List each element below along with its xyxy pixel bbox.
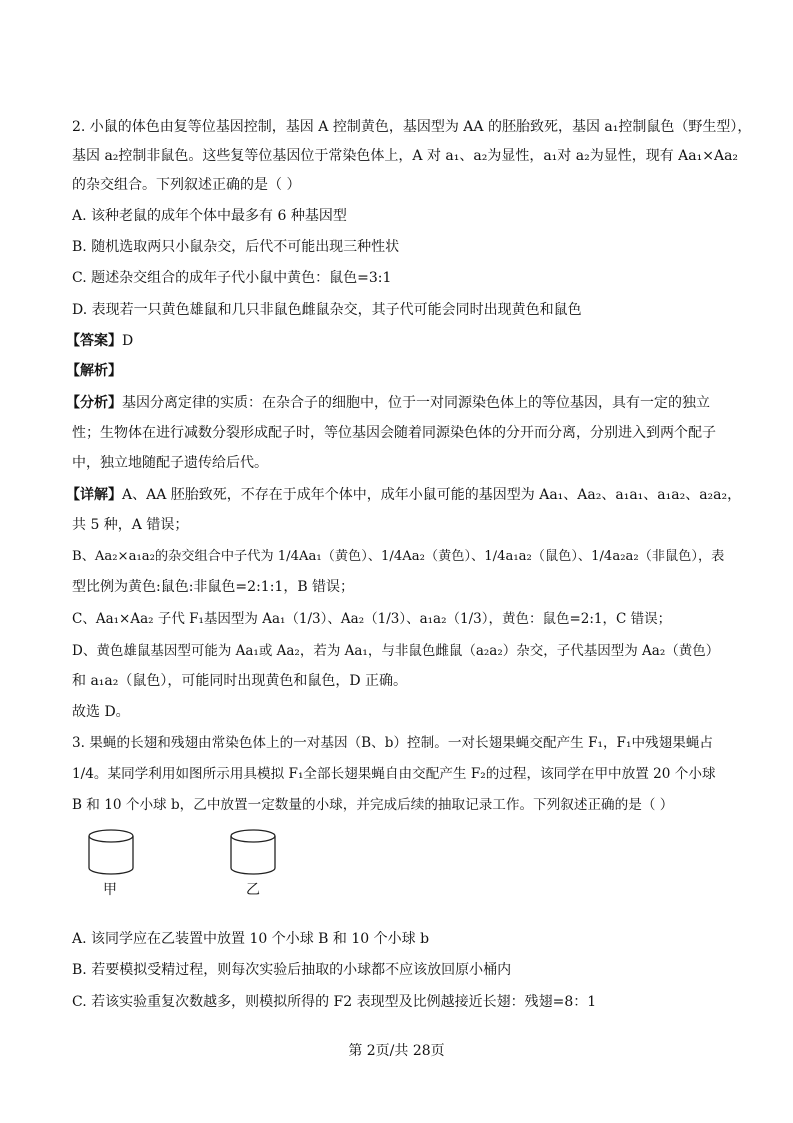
xiangjie-line-5: C、Aa₁×Aa₂ 子代 F₁基因型为 Aa₁（1/3）、Aa₂（1/3）、a₁a₂（1/3），黄色：鼠色=2:1，C 错误； bbox=[72, 611, 672, 627]
xiangjie-line-4: 型比例为黄色:鼠色:非鼠色=2:1:1，B 错误； bbox=[72, 579, 355, 595]
q2-stem-line-1: 2. 小鼠的体色由复等位基因控制，基因 A 控制黄色，基因型为 AA 的胚胎致死，基因 a₁控制鼠色（野生型）， bbox=[72, 119, 752, 135]
xiangjie-line-7: 和 a₁a₂（鼠色），可能同时出现黄色和鼠色，D 正确。 bbox=[72, 673, 408, 689]
xiangjie-line-6: D、黄色雄鼠基因型可能为 Aa₁或 Aa₂，若为 Aa₁，与非鼠色雌鼠（a₂a₂）杂交，子代基因型为 Aa₂（黄色） bbox=[72, 643, 720, 659]
xiangjie-text-1: A、AA 胚胎致死，不存在于成年个体中，成年小鼠可能的基因型为 Aa₁、Aa₂、a₁a₁、a₁a₂、a₂a₂， bbox=[122, 487, 742, 503]
xiangjie-tag: 【详解】 bbox=[66, 487, 122, 503]
q2-option-b: B. 随机选取两只小鼠杂交，后代不可能出现三种性状 bbox=[72, 239, 400, 255]
xiangjie-line-2: 共 5 种，A 错误； bbox=[72, 517, 189, 533]
q3-option-b: B. 若要模拟受精过程，则每次实验后抽取的小球都不应该放回原小桶内 bbox=[72, 962, 512, 978]
fenxi-line-2: 性；生物体在进行减数分裂形成配子时，等位基因会随着同源染色体的分开而分离，分别进入到两个配子 bbox=[72, 425, 716, 441]
xiangjie-conclusion: 故选 D。 bbox=[72, 704, 130, 720]
q3-stem-line-3: B 和 10 个小球 b，乙中放置一定数量的小球，并完成后续的抽取记录工作。下列叙述正确的是（ ） bbox=[72, 797, 674, 813]
fenxi-line-3: 中，独立地随配子遗传给后代。 bbox=[72, 455, 268, 471]
figure-label-jia: 甲 bbox=[103, 882, 117, 898]
answer-tag: 【答案】 bbox=[66, 333, 122, 349]
q2-option-d: D. 表现若一只黄色雄鼠和几只非鼠色雌鼠杂交，其子代可能会同时出现黄色和鼠色 bbox=[72, 302, 582, 318]
q2-answer bbox=[66, 331, 733, 351]
q2-stem-line-3: 的杂交组合。下列叙述正确的是（ ） bbox=[72, 177, 301, 193]
q3-stem-line-2: 1/4。某同学利用如图所示用具模拟 F₁全部长翅果蝇自由交配产生 F₂的过程，该同学在甲中放置 20 个小球 bbox=[72, 766, 716, 782]
page-footer: 第 2页/共 28页 bbox=[348, 1043, 445, 1059]
xiangjie-line-1 bbox=[66, 485, 742, 505]
fenxi-tag: 【分析】 bbox=[66, 395, 122, 411]
analysis-heading: 【解析】 bbox=[66, 363, 122, 379]
figure-label-yi: 乙 bbox=[246, 882, 260, 898]
q3-option-a: A. 该同学应在乙装置中放置 10 个小球 B 和 10 个小球 b bbox=[72, 931, 430, 947]
fenxi-line-1 bbox=[66, 393, 733, 413]
analysis-tag bbox=[66, 361, 733, 381]
q3-stem-line-1: 3. 果蝇的长翅和残翅由常染色体上的一对基因（B、b）控制。一对长翅果蝇交配产生 F₁，F₁中残翅果蝇占 bbox=[72, 735, 714, 751]
fenxi-text-1: 基因分离定律的实质：在杂合子的细胞中，位于一对同源染色体上的等位基因，具有一定的独立 bbox=[122, 395, 710, 411]
q2-option-c: C. 题述杂交组合的成年子代小鼠中黄色：鼠色=3:1 bbox=[72, 270, 392, 286]
answer-value: D bbox=[122, 333, 134, 349]
q2-stem-line-2: 基因 a₂控制非鼠色。这些复等位基因位于常染色体上，A 对 a₁、a₂为显性，a₁对 a₂为显性，现有 Aa₁×Aa₂ bbox=[72, 148, 739, 164]
q3-option-c: C. 若该实验重复次数越多，则模拟所得的 F2 表现型及比例越接近长翅：残翅=8：1 bbox=[72, 994, 597, 1010]
xiangjie-line-3: B、Aa₂×a₁a₂的杂交组合中子代为 1/4Aa₁（黄色）、1/4Aa₂（黄色）、1/4a₁a₂（鼠色）、1/4a₂a₂（非鼠色），表 bbox=[72, 549, 725, 564]
q2-option-a: A. 该种老鼠的成年个体中最多有 6 种基因型 bbox=[72, 208, 347, 224]
